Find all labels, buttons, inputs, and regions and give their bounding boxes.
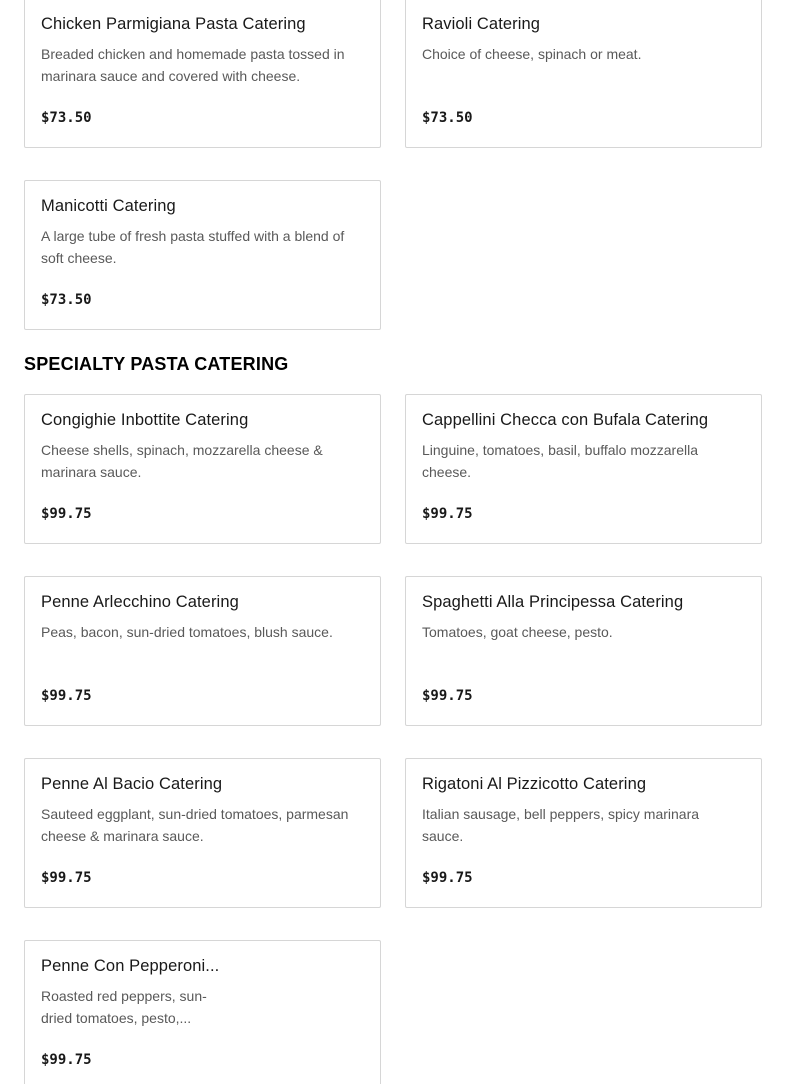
menu-item-price: $99.75: [422, 506, 473, 522]
menu-item-card-congighie-inbottite[interactable]: [24, 394, 381, 544]
menu-item-price: $99.75: [41, 506, 92, 522]
menu-item-card-penne-al-bacio[interactable]: [24, 758, 381, 908]
menu-item-name: Ravioli Catering: [422, 15, 541, 33]
menu-item-price: $73.50: [41, 110, 92, 126]
menu-item-card-penne-con-pepperoni[interactable]: [24, 940, 381, 1084]
menu-item-price: $99.75: [422, 688, 473, 704]
menu-item-name: Chicken Parmigiana Pasta Catering: [41, 15, 306, 33]
menu-item-name: Penne Al Bacio Catering: [41, 775, 223, 793]
menu-item-name: Manicotti Catering: [41, 197, 176, 215]
menu-item-name: Congighie Inbottite Catering: [41, 411, 249, 429]
menu-item-price: $73.50: [422, 110, 473, 126]
menu-item-card-chicken-parmigiana[interactable]: [24, 0, 381, 148]
menu-item-description: Cheese shells, spinach, mozzarella cheese & marinara sauce.: [41, 442, 323, 480]
menu-item-description: Breaded chicken and homemade pasta tossed in marinara sauce and covered with cheese.: [41, 46, 345, 84]
menu-item-card-spaghetti-principessa[interactable]: [405, 576, 762, 726]
menu-item-name: Penne Arlecchino Catering: [41, 593, 239, 611]
menu-item-price: $73.50: [41, 292, 92, 308]
menu-item-name: Spaghetti Alla Principessa Catering: [422, 593, 684, 611]
menu-item-card-penne-arlecchino[interactable]: [24, 576, 381, 726]
menu-item-description: Tomatoes, goat cheese, pesto.: [422, 624, 613, 640]
menu-item-description: Roasted red peppers, sun-dried tomatoes, pesto,...: [41, 988, 207, 1026]
menu-item-name: Rigatoni Al Pizzicotto Catering: [422, 775, 647, 793]
menu-item-card-rigatoni-pizzicotto[interactable]: [405, 758, 762, 908]
section-heading-specialty-pasta: SPECIALTY PASTA CATERING: [24, 354, 289, 374]
menu-item-name: Penne Con Pepperoni...: [41, 957, 220, 975]
menu-item-description: Sauteed eggplant, sun-dried tomatoes, parmesan cheese & marinara sauce.: [41, 806, 349, 844]
menu-item-description: Peas, bacon, sun-dried tomatoes, blush sauce.: [41, 624, 333, 640]
menu-item-price: $99.75: [41, 688, 92, 704]
menu-item-description: Choice of cheese, spinach or meat.: [422, 46, 642, 62]
menu-item-card-cappellini-checca[interactable]: [405, 394, 762, 544]
menu-item-description: Italian sausage, bell peppers, spicy marinara sauce.: [422, 806, 700, 844]
menu-item-description: Linguine, tomatoes, basil, buffalo mozzarella cheese.: [422, 442, 699, 480]
menu-item-description: A large tube of fresh pasta stuffed with a blend of soft cheese.: [41, 228, 345, 266]
menu-item-card-manicotti[interactable]: [24, 180, 381, 330]
menu-item-card-ravioli[interactable]: [405, 0, 762, 148]
menu-item-price: $99.75: [41, 1052, 92, 1068]
menu-item-name: Cappellini Checca con Bufala Catering: [422, 411, 709, 429]
menu-item-price: $99.75: [41, 870, 92, 886]
menu-item-price: $99.75: [422, 870, 473, 886]
